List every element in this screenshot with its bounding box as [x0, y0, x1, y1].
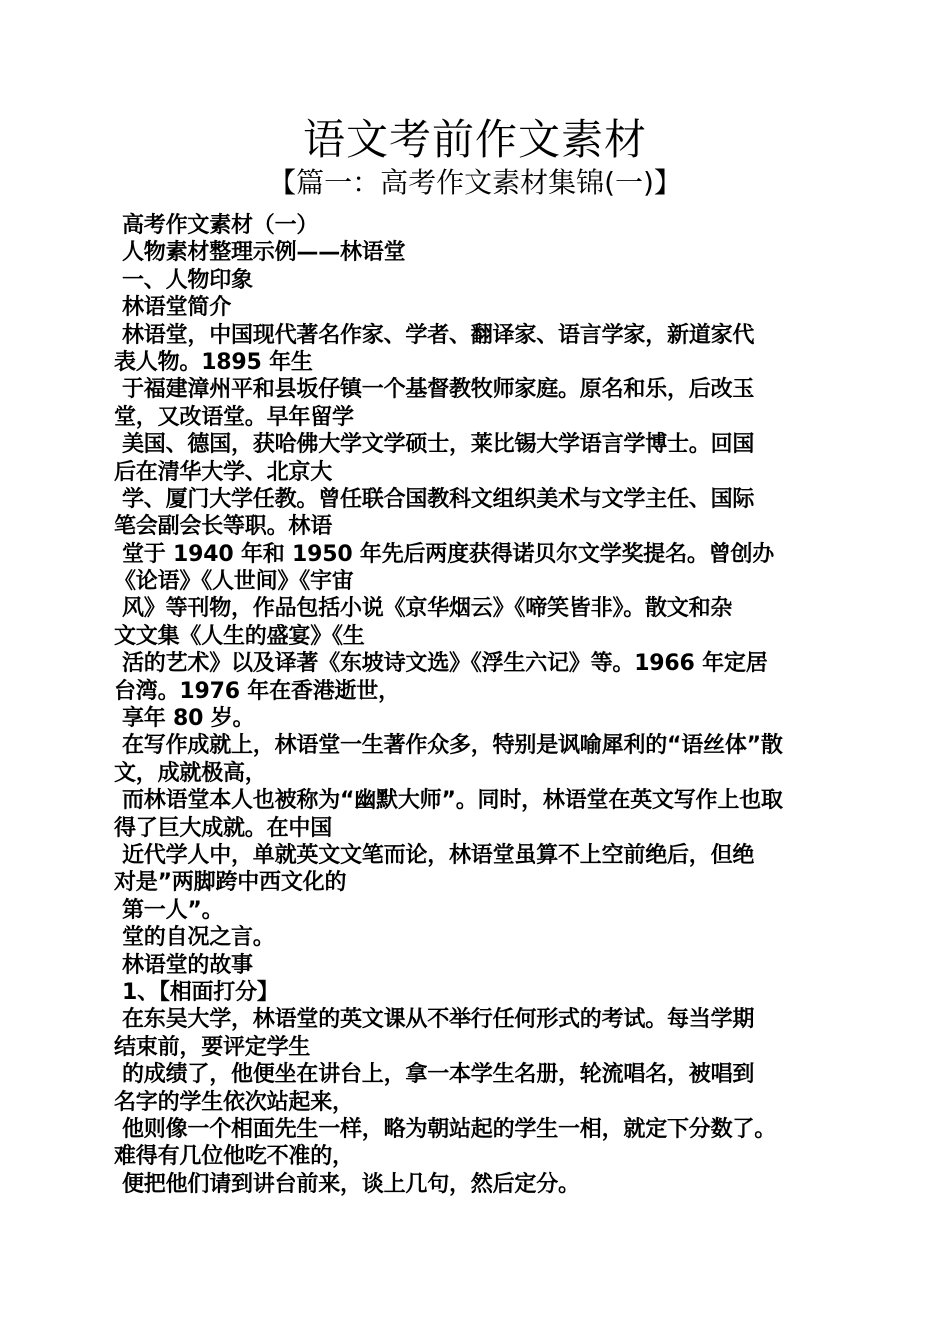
body-text-line: 堂，又改语堂。早年留学: [114, 404, 354, 430]
document-subtitle: 【篇一：高考作文素材集锦(一)】: [268, 166, 682, 199]
body-text-line: 的成绩了，他便坐在讲台上，拿一本学生名册，轮流唱名，被唱到: [122, 1062, 755, 1088]
body-text-line: 高考作文素材（一）: [122, 213, 319, 238]
body-text-line: 第一人”。: [122, 897, 224, 923]
body-text-line: 便把他们请到讲台前来，谈上几句，然后定分。: [122, 1171, 580, 1197]
body-text-line: 表人物。1895 年生: [114, 349, 313, 375]
body-text-line: 享年 80 岁。: [122, 706, 255, 732]
body-text-line: 林语堂简介: [122, 295, 232, 321]
body-text-line: 风》等刊物，作品包括小说《京华烟云》《啼笑皆非》。散文和杂: [122, 596, 733, 622]
body-text-line: 笔会副会长等职。林语: [114, 514, 333, 540]
body-text-line: 台湾。1976 年在香港逝世，: [114, 678, 400, 704]
body-text-line: 近代学人中，单就英文文笔而论，林语堂虽算不上空前绝后，但绝: [122, 842, 755, 868]
body-text-line: 堂的自况之言。: [122, 925, 275, 951]
body-text-line: 人物素材整理示例——林语堂: [122, 240, 406, 266]
body-text-line: 林语堂的故事: [122, 952, 253, 978]
body-text-line: 文文集《人生的盛宴》《生: [114, 623, 365, 649]
body-text-line: 对是”两脚跨中西文化的: [114, 870, 347, 896]
body-text-line: 文，成就极高，: [114, 760, 267, 786]
body-text-line: 他则像一个相面先生一样，略为朝站起的学生一相，就定下分数了。: [122, 1116, 777, 1142]
body-text-line: 1、【相面打分】: [122, 979, 279, 1005]
body-text-line: 学、厦门大学任教。曾任联合国教科文组织美术与文学主任、国际: [122, 486, 755, 512]
document-body: [114, 212, 840, 1198]
body-text-line: 后在清华大学、北京大: [114, 459, 333, 485]
body-text-line: 《论语》《人世间》《宇宙: [114, 569, 354, 595]
document-title: 语文考前作文素材: [302, 115, 647, 164]
body-text-line: 在写作成就上，林语堂一生著作众多，特别是讽喻犀利的“语丝体”散: [122, 733, 783, 759]
body-text-line: 得了巨大成就。在中国: [114, 815, 333, 841]
body-text-line: 一、人物印象: [122, 267, 253, 293]
body-text-line: 美国、德国，获哈佛大学文学硕士，莱比锡大学语言学博士。回国: [122, 432, 755, 458]
body-text-line: 结束前，要评定学生: [114, 1034, 311, 1060]
body-text-line: 堂于 1940 年和 1950 年先后两度获得诺贝尔文学奖提名。曾创办: [122, 541, 775, 567]
body-text-line: 于福建漳州平和县坂仔镇一个基督教牧师家庭。原名和乐，后改玉: [122, 377, 755, 403]
body-text-line: 在东吴大学，林语堂的英文课从不举行任何形式的考试。每当学期: [122, 1007, 755, 1033]
body-text-line: 而林语堂本人也被称为“幽默大师”。同时，林语堂在英文写作上也取: [122, 788, 783, 814]
body-text-line: 活的艺术》以及译著《东坡诗文选》《浮生六记》等。1966 年定居: [122, 651, 768, 677]
body-text-line: 林语堂，中国现代著名作家、学者、翻译家、语言学家，新道家代: [122, 322, 755, 348]
body-text-line: 难得有几位他吃不准的，: [114, 1144, 354, 1170]
body-text-line: 名字的学生依次站起来，: [114, 1089, 354, 1115]
